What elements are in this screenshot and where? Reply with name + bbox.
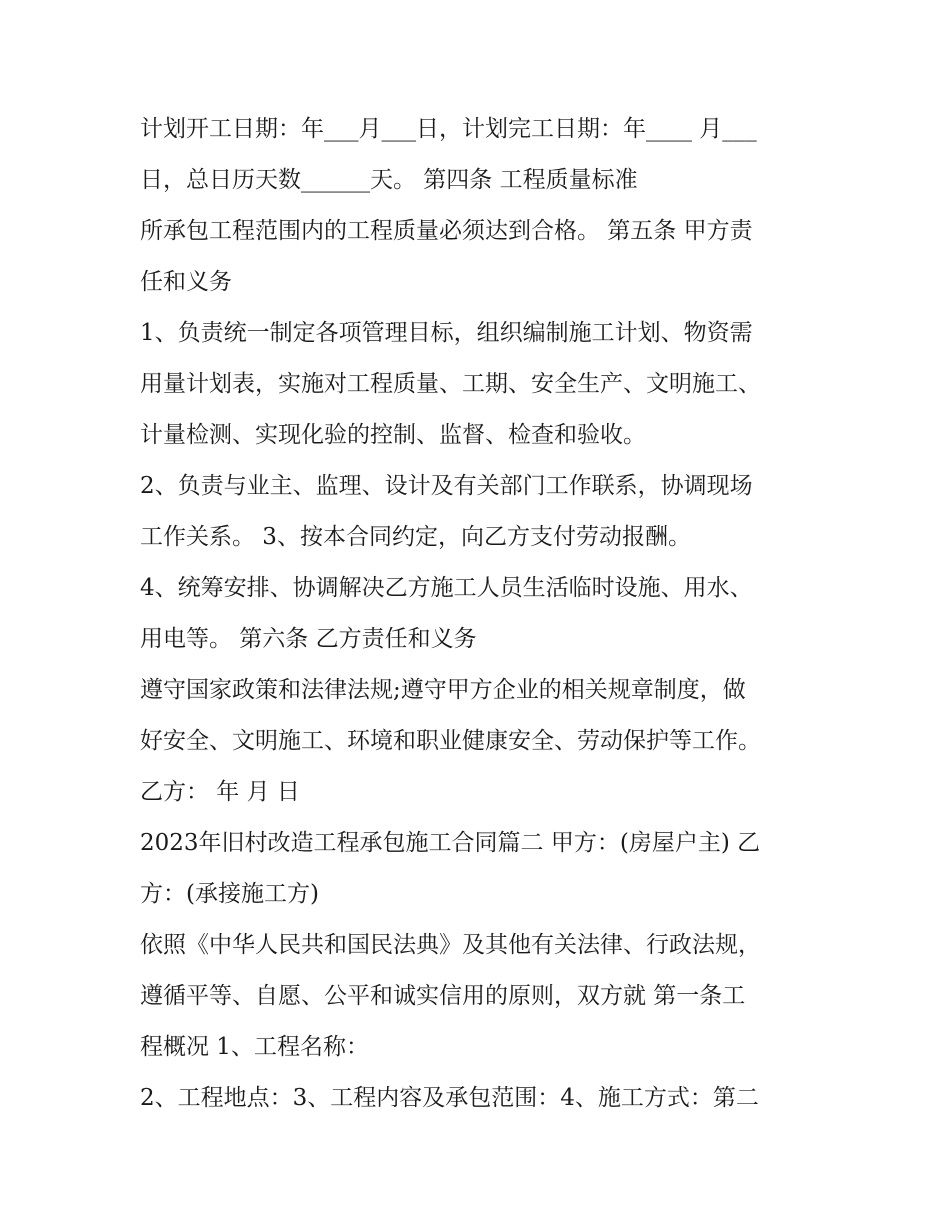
text-line: 用量计划表，实施对工程质量、工期、安全生产、文明施工、 <box>140 371 761 397</box>
text-line: 2、工程地点：3、工程内容及承包范围：4、施工方式：第二 <box>140 1085 759 1111</box>
document-body <box>140 104 820 1124</box>
text-line: 程概况 1、工程名称： <box>140 1034 369 1060</box>
text-line: 计划开工日期：年___月___日，计划完工日期：年____ 月___ <box>140 116 757 142</box>
text-line: 遵守国家政策和法律法规;遵守甲方企业的相关规章制度，做 <box>140 677 746 703</box>
text-line: 2023年旧村改造工程承包施工合同篇二 甲方：(房屋户主) 乙 <box>140 830 761 856</box>
text-line: 所承包工程范围内的工程质量必须达到合格。 第五条 甲方责 <box>140 218 753 244</box>
text-line: 日，总日历天数______天。 第四条 工程质量标准 <box>140 167 638 193</box>
text-line: 用电等。 第六条 乙方责任和义务 <box>140 626 477 652</box>
text-line: 方：(承接施工方) <box>140 881 319 907</box>
text-line: 4、统筹安排、协调解决乙方施工人员生活临时设施、用水、 <box>140 575 753 601</box>
text-line: 计量检测、实现化验的控制、监督、检查和验收。 <box>140 422 646 448</box>
text-line: 好安全、文明施工、环境和职业健康安全、劳动保护等工作。 <box>140 728 761 754</box>
text-line: 1、负责统一制定各项管理目标，组织编制施工计划、物资需 <box>140 320 753 346</box>
text-line: 乙方： 年 月 日 <box>140 779 300 805</box>
text-line: 依照《中华人民共和国民法典》及其他有关法律、行政法规， <box>140 932 761 958</box>
text-line: 任和义务 <box>140 269 232 295</box>
text-line: 2、负责与业主、监理、设计及有关部门工作联系，协调现场 <box>140 473 753 499</box>
text-line: 工作关系。 3、按本合同约定，向乙方支付劳动报酬。 <box>140 524 691 550</box>
text-line: 遵循平等、自愿、公平和诚实信用的原则，双方就 第一条工 <box>140 983 746 1009</box>
